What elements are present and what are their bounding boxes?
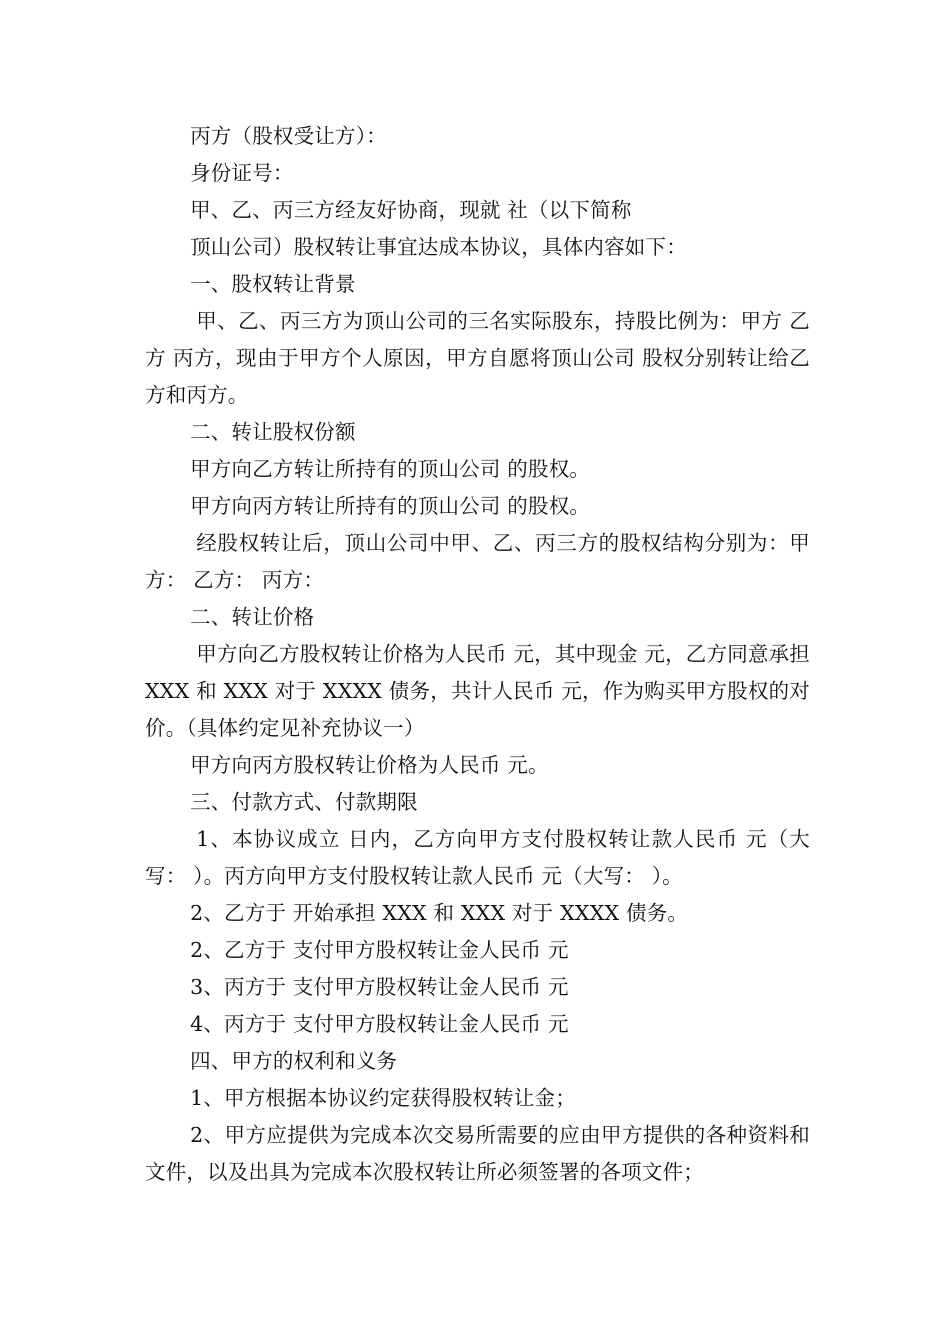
section-3-heading: 三、付款方式、付款期限 xyxy=(190,790,418,814)
equity-structure: 经股权转让后，顶山公司中甲、乙、丙三方的股权结构分别为：甲方： 乙方： 丙方： xyxy=(145,531,810,592)
section-1-heading: 一、股权转让背景 xyxy=(190,272,356,296)
party-c-heading: 丙方（股权受让方）： xyxy=(190,124,387,148)
payment-item-2b: 2、乙方于 支付甲方股权转让金人民币 元 xyxy=(190,938,569,962)
payment-item-1: 1、本协议成立 日内，乙方向甲方支付股权转让款人民币 元（大写： ）。丙方向甲方支付股权转让款人民币 元（大写： ）。 xyxy=(145,827,810,888)
payment-item-3: 3、丙方于 支付甲方股权转让金人民币 元 xyxy=(190,975,569,999)
price-to-b: 甲方向乙方股权转让价格为人民币 元，其中现金 元，乙方同意承担 XXX 和 XXX 对于 XXXX 债务，共计人民币 元，作为购买甲方股权的对价。（具体约定见补充协议一） xyxy=(145,642,810,740)
transfer-to-c: 甲方向丙方转让所持有的顶山公司 的股权。 xyxy=(190,494,591,518)
payment-item-2a: 2、乙方于 开始承担 XXX 和 XXX 对于 XXXX 债务。 xyxy=(190,901,689,925)
payment-item-4: 4、丙方于 支付甲方股权转让金人民币 元 xyxy=(190,1012,569,1036)
intro-line-1: 甲、乙、丙三方经友好协商，现就 社（以下简称 xyxy=(190,198,632,222)
section-1-body: 甲、乙、丙三方为顶山公司的三名实际股东，持股比例为：甲方 乙方 丙方，现由于甲方个人原因，甲方自愿将顶山公司 股权分别转让给乙方和丙方。 xyxy=(145,309,810,407)
section-2-heading: 二、转让股权份额 xyxy=(190,420,356,444)
rights-item-1: 1、甲方根据本协议约定获得股权转让金； xyxy=(190,1086,576,1110)
section-4-heading: 四、甲方的权利和义务 xyxy=(190,1049,398,1073)
intro-line-2: 顶山公司）股权转让事宜达成本协议，具体内容如下： xyxy=(190,235,687,259)
transfer-to-b: 甲方向乙方转让所持有的顶山公司 的股权。 xyxy=(190,457,591,481)
document-body xyxy=(145,118,810,1191)
price-heading: 二、转让价格 xyxy=(190,605,315,629)
id-number-line: 身份证号： xyxy=(190,161,294,185)
price-to-c: 甲方向丙方股权转让价格为人民币 元。 xyxy=(190,753,549,777)
rights-item-2: 2、甲方应提供为完成本次交易所需要的应由甲方提供的各种资料和文件，以及出具为完成本次股权转让所必须签署的各项文件； xyxy=(145,1123,810,1184)
